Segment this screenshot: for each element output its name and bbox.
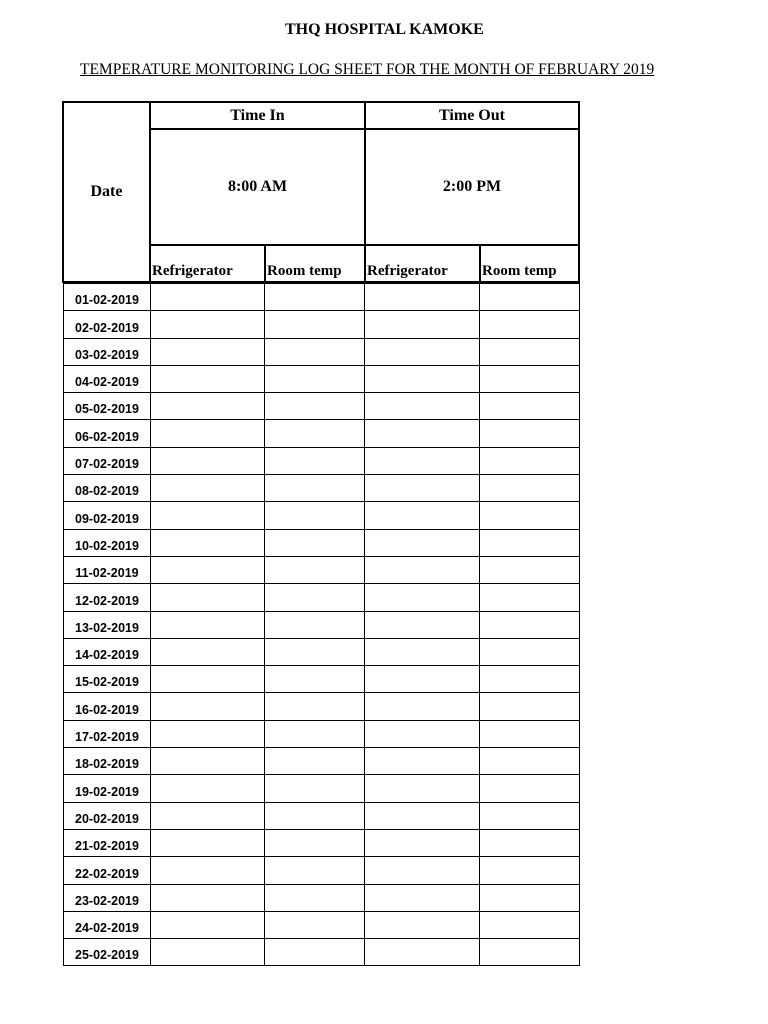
time-in-room-temp-cell[interactable] [265,802,365,829]
time-out-room-temp-cell[interactable] [480,884,580,911]
date-cell: 24-02-2019 [64,911,151,938]
time-out-room-temp-cell[interactable] [480,475,580,502]
time-out-refrigerator-cell[interactable] [365,284,480,311]
date-cell: 20-02-2019 [64,802,151,829]
time-in-refrigerator-cell[interactable] [151,502,265,529]
log-table-body [64,284,580,966]
time-out-room-temp-cell[interactable] [480,584,580,611]
time-out-refrigerator-cell[interactable] [365,311,480,338]
time-out-refrigerator-cell[interactable] [365,365,480,392]
date-cell: 22-02-2019 [64,857,151,884]
table-row [64,911,580,938]
table-row [64,584,580,611]
time-in-room-temp-cell[interactable] [265,666,365,693]
time-out-room-temp-cell[interactable] [480,911,580,938]
date-cell: 09-02-2019 [64,502,151,529]
table-row [64,311,580,338]
date-cell: 11-02-2019 [64,556,151,583]
time-in-refrigerator-cell[interactable] [151,748,265,775]
time-in-header: Time In [149,101,366,130]
time-in-room-temp-header: Room temp [264,244,366,283]
table-row [64,939,580,966]
time-out-room-temp-cell[interactable] [480,693,580,720]
time-in-room-temp-cell[interactable] [265,584,365,611]
time-out-refrigerator-cell[interactable] [365,775,480,802]
time-in-room-temp-cell[interactable] [265,720,365,747]
time-in-refrigerator-cell[interactable] [151,284,265,311]
time-out-room-temp-cell[interactable] [480,284,580,311]
time-out-room-temp-cell[interactable] [480,939,580,966]
time-out-room-temp-cell[interactable] [480,338,580,365]
date-cell: 12-02-2019 [64,584,151,611]
time-in-refrigerator-cell[interactable] [151,666,265,693]
time-out-room-temp-cell[interactable] [480,775,580,802]
table-row [64,556,580,583]
time-out-refrigerator-header: Refrigerator [364,244,481,283]
time-in-value: 8:00 AM [149,128,366,246]
time-out-refrigerator-cell[interactable] [365,884,480,911]
table-row [64,420,580,447]
table-row [64,365,580,392]
table-row [64,829,580,856]
time-out-refrigerator-cell[interactable] [365,529,480,556]
table-row [64,393,580,420]
time-out-room-temp-cell[interactable] [480,638,580,665]
time-out-refrigerator-cell[interactable] [365,939,480,966]
table-row [64,529,580,556]
table-row [64,475,580,502]
table-row [64,338,580,365]
time-in-room-temp-cell[interactable] [265,365,365,392]
time-out-room-temp-cell[interactable] [480,857,580,884]
table-row [64,748,580,775]
table-row [64,693,580,720]
time-in-refrigerator-cell[interactable] [151,802,265,829]
time-in-refrigerator-cell[interactable] [151,365,265,392]
time-out-room-temp-cell[interactable] [480,365,580,392]
table-row [64,284,580,311]
table-row [64,611,580,638]
table-row [64,720,580,747]
date-cell: 18-02-2019 [64,748,151,775]
time-out-room-temp-cell[interactable] [480,502,580,529]
date-cell: 05-02-2019 [64,393,151,420]
time-in-room-temp-cell[interactable] [265,529,365,556]
time-in-refrigerator-header: Refrigerator [149,244,266,283]
time-in-room-temp-cell[interactable] [265,829,365,856]
hospital-title: THQ HOSPITAL KAMOKE [285,21,484,38]
time-out-refrigerator-cell[interactable] [365,338,480,365]
table-row [64,502,580,529]
time-in-room-temp-cell[interactable] [265,638,365,665]
time-in-refrigerator-cell[interactable] [151,475,265,502]
time-out-refrigerator-cell[interactable] [365,475,480,502]
time-in-room-temp-cell[interactable] [265,556,365,583]
time-in-refrigerator-cell[interactable] [151,720,265,747]
time-in-room-temp-cell[interactable] [265,338,365,365]
date-cell: 10-02-2019 [64,529,151,556]
date-cell: 08-02-2019 [64,475,151,502]
time-in-room-temp-cell[interactable] [265,693,365,720]
time-in-refrigerator-cell[interactable] [151,829,265,856]
time-out-refrigerator-cell[interactable] [365,857,480,884]
time-in-refrigerator-cell[interactable] [151,611,265,638]
time-out-value: 2:00 PM [364,128,580,246]
time-in-room-temp-cell[interactable] [265,857,365,884]
time-in-room-temp-cell[interactable] [265,393,365,420]
time-in-refrigerator-cell[interactable] [151,584,265,611]
time-in-refrigerator-cell[interactable] [151,556,265,583]
date-cell: 19-02-2019 [64,775,151,802]
time-out-refrigerator-cell[interactable] [365,829,480,856]
date-cell: 13-02-2019 [64,611,151,638]
time-in-room-temp-cell[interactable] [265,939,365,966]
time-out-room-temp-cell[interactable] [480,311,580,338]
time-out-room-temp-cell[interactable] [480,420,580,447]
time-in-refrigerator-cell[interactable] [151,393,265,420]
time-out-refrigerator-cell[interactable] [365,611,480,638]
date-cell: 21-02-2019 [64,829,151,856]
table-row [64,884,580,911]
time-in-room-temp-cell[interactable] [265,311,365,338]
time-in-refrigerator-cell[interactable] [151,939,265,966]
date-cell: 16-02-2019 [64,693,151,720]
time-in-room-temp-cell[interactable] [265,447,365,474]
time-in-room-temp-cell[interactable] [265,748,365,775]
time-in-refrigerator-cell[interactable] [151,884,265,911]
time-in-refrigerator-cell[interactable] [151,311,265,338]
time-in-refrigerator-cell[interactable] [151,338,265,365]
time-in-room-temp-cell[interactable] [265,284,365,311]
time-in-refrigerator-cell[interactable] [151,447,265,474]
time-out-refrigerator-cell[interactable] [365,556,480,583]
date-cell: 06-02-2019 [64,420,151,447]
date-cell: 02-02-2019 [64,311,151,338]
time-out-header: Time Out [364,101,580,130]
time-out-refrigerator-cell[interactable] [365,720,480,747]
time-in-refrigerator-cell[interactable] [151,775,265,802]
time-out-room-temp-cell[interactable] [480,556,580,583]
time-out-room-temp-cell[interactable] [480,529,580,556]
time-out-room-temp-header: Room temp [479,244,580,283]
table-row [64,666,580,693]
time-out-room-temp-cell[interactable] [480,829,580,856]
time-out-room-temp-cell[interactable] [480,666,580,693]
table-row [64,775,580,802]
time-in-refrigerator-cell[interactable] [151,857,265,884]
time-in-room-temp-cell[interactable] [265,475,365,502]
table-row [64,638,580,665]
time-in-room-temp-cell[interactable] [265,911,365,938]
date-cell: 07-02-2019 [64,447,151,474]
time-in-refrigerator-cell[interactable] [151,420,265,447]
time-out-room-temp-cell[interactable] [480,393,580,420]
time-out-refrigerator-cell[interactable] [365,393,480,420]
date-cell: 15-02-2019 [64,666,151,693]
time-in-refrigerator-cell[interactable] [151,529,265,556]
time-out-room-temp-cell[interactable] [480,611,580,638]
date-cell: 25-02-2019 [64,939,151,966]
temperature-log-table [63,283,580,966]
time-in-room-temp-cell[interactable] [265,884,365,911]
time-out-refrigerator-cell[interactable] [365,911,480,938]
time-out-refrigerator-cell[interactable] [365,420,480,447]
time-in-refrigerator-cell[interactable] [151,911,265,938]
time-out-refrigerator-cell[interactable] [365,584,480,611]
time-out-refrigerator-cell[interactable] [365,748,480,775]
time-out-refrigerator-cell[interactable] [365,693,480,720]
time-in-refrigerator-cell[interactable] [151,638,265,665]
date-cell: 17-02-2019 [64,720,151,747]
time-in-room-temp-cell[interactable] [265,502,365,529]
log-sheet-subtitle: TEMPERATURE MONITORING LOG SHEET FOR THE MONTH OF FEBRUARY 2019 [80,61,655,78]
date-cell: 03-02-2019 [64,338,151,365]
time-out-refrigerator-cell[interactable] [365,802,480,829]
time-out-refrigerator-cell[interactable] [365,502,480,529]
date-cell: 04-02-2019 [64,365,151,392]
date-cell: 01-02-2019 [64,284,151,311]
table-row [64,857,580,884]
table-row [64,447,580,474]
date-cell: 23-02-2019 [64,884,151,911]
date-column-header: Date [62,101,151,283]
time-out-room-temp-cell[interactable] [480,802,580,829]
time-out-room-temp-cell[interactable] [480,748,580,775]
time-in-room-temp-cell[interactable] [265,420,365,447]
time-in-room-temp-cell[interactable] [265,611,365,638]
time-in-refrigerator-cell[interactable] [151,693,265,720]
time-out-room-temp-cell[interactable] [480,447,580,474]
time-out-room-temp-cell[interactable] [480,720,580,747]
date-cell: 14-02-2019 [64,638,151,665]
time-out-refrigerator-cell[interactable] [365,666,480,693]
time-in-room-temp-cell[interactable] [265,775,365,802]
time-out-refrigerator-cell[interactable] [365,447,480,474]
table-row [64,802,580,829]
time-out-refrigerator-cell[interactable] [365,638,480,665]
